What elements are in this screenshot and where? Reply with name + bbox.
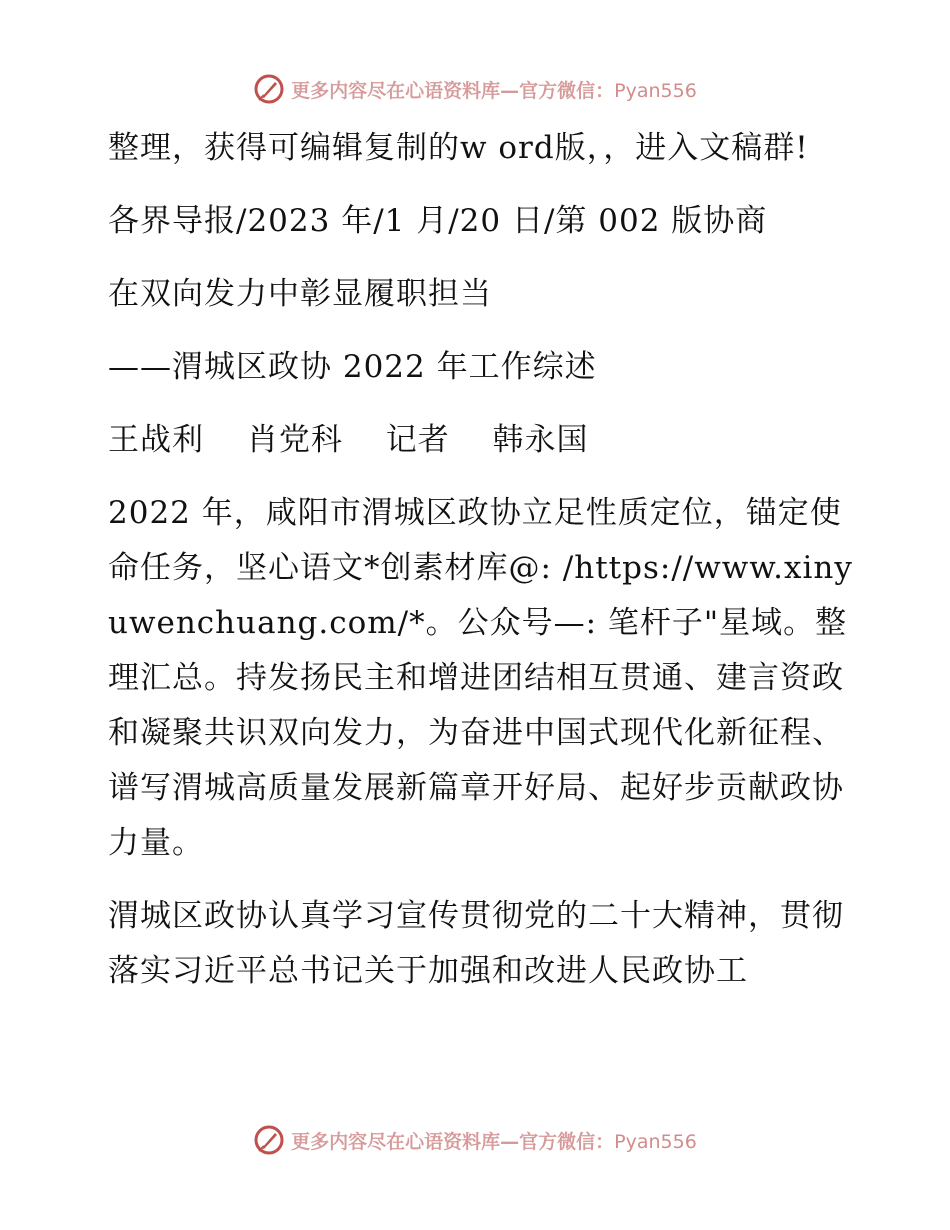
watermark-label: 更多内容尽在心语资料库—官方微信： [291, 79, 615, 102]
quill-logo-icon [253, 1124, 285, 1156]
watermark-header [0, 71, 950, 107]
watermark-text [291, 76, 697, 103]
paragraph-body-2: 渭城区政协认真学习宣传贯彻党的二十大精神，贯彻落实习近平总书记关于加强和改进人民政协工 [108, 898, 844, 989]
article-authors: 王战利 肖党科 记者 韩永国 [108, 422, 589, 458]
watermark-handle: Pyan556 [614, 1130, 697, 1153]
watermark-handle: Pyan556 [614, 79, 697, 102]
paragraph-source: 各界导报/2023 年/1 月/20 日/第 002 版协商 [108, 203, 768, 239]
quill-logo-icon [253, 73, 285, 105]
watermark-footer [0, 1122, 950, 1158]
document-body [96, 121, 856, 999]
paragraph-body-1: 2022 年，咸阳市渭城区政协立足性质定位，锚定使命任务，坚心语文*创素材库@: /https://www.xinyuwenchuang.com/*。公众号—: 笔杆子"星域。整理汇总。持发扬民主和增进团结相互贯通、建言资政和凝聚共识双向发力，为奋进中国式现代化新征程、谱写渭城高质量发展新篇章开好局、起好步贡献政协力量。 [108, 495, 853, 861]
paragraph-intro: 整理，获得可编辑复制的w ord版，，进入文稿群! [108, 130, 809, 166]
watermark-label: 更多内容尽在心语资料库—官方微信： [291, 1130, 615, 1153]
article-title: 在双向发力中彰显履职担当 [108, 276, 492, 312]
watermark-text [291, 1127, 697, 1154]
article-subtitle: ——渭城区政协 2022 年工作综述 [108, 349, 597, 385]
